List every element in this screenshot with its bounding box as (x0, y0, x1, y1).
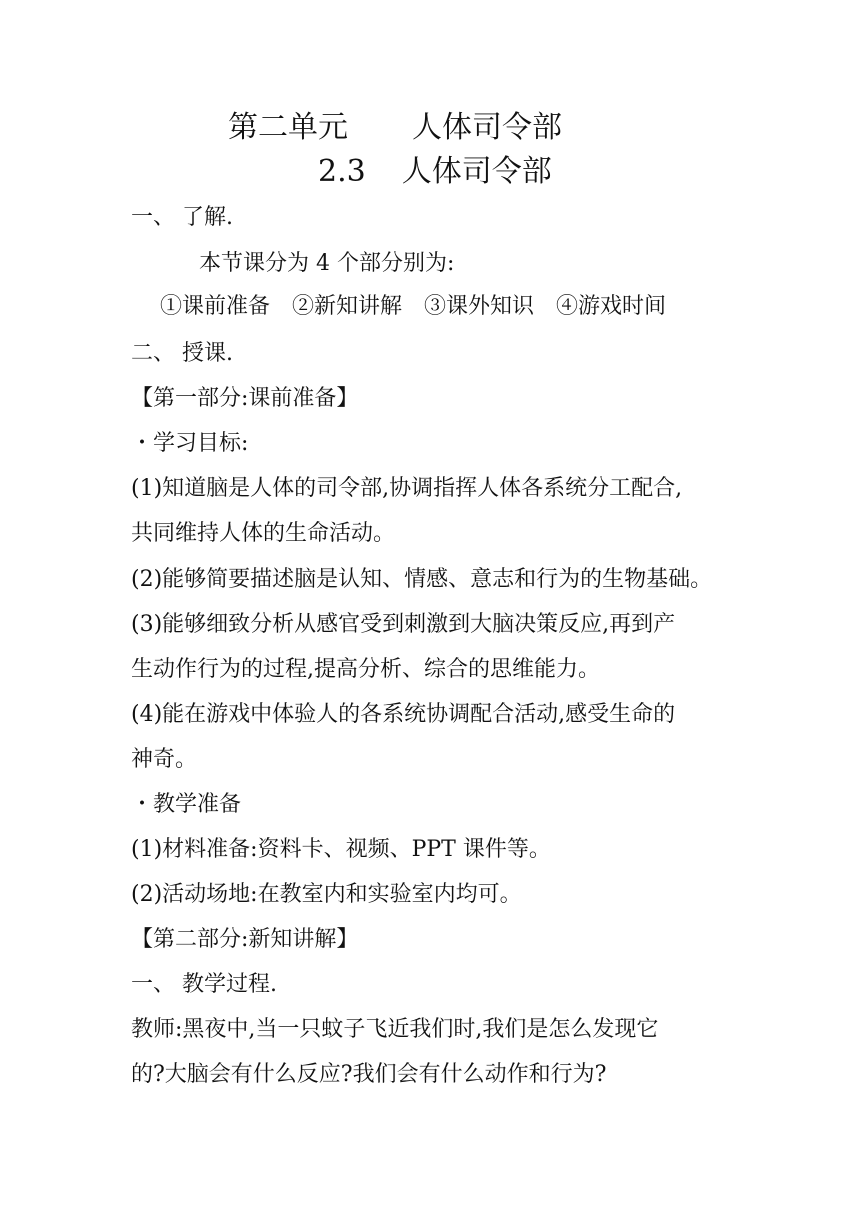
teacher-line-1: 教师:黑夜中,当一只蚊子飞近我们时,我们是怎么发现它 (131, 1017, 659, 1042)
part-1-header: 【第一部分:课前准备】 (131, 386, 359, 411)
part-item: ④游戏时间 (556, 294, 667, 319)
part-item: ②新知讲解 (292, 294, 403, 319)
goal-1-line-2: 共同维持人体的生命活动。 (131, 521, 396, 546)
section-1-intro: 本节课分为 4 个部分别为: (199, 251, 455, 276)
teacher-line-2: 的?大脑会有什么反应?我们会有什么动作和行为? (131, 1062, 607, 1087)
lesson-number: 2.3 (318, 154, 366, 189)
goal-3-line-2: 生动作行为的过程,提高分析、综合的思维能力。 (131, 657, 600, 682)
goals-title: ・学习目标: (131, 431, 249, 456)
prep-2: (2)活动场地:在教室内和实验室内均可。 (131, 882, 522, 907)
lesson-heading (318, 152, 552, 192)
goal-4-line-2: 神奇。 (131, 747, 198, 772)
goal-4-line-1: (4)能在游戏中体验人的各系统协调配合活动,感受生命的 (131, 702, 676, 727)
part-item: ③课外知识 (424, 294, 535, 319)
parts-list (160, 292, 666, 322)
prep-1: (1)材料准备:资料卡、视频、PPT 课件等。 (131, 837, 551, 862)
goal-2: (2)能够简要描述脑是认知、情感、意志和行为的生物基础。 (131, 567, 713, 592)
unit-label: 第二单元 (228, 110, 348, 145)
goal-1-line-1: (1)知道脑是人体的司令部,协调指挥人体各系统分工配合, (131, 476, 683, 501)
goal-3-line-1: (3)能够细致分析从感官受到刺激到大脑决策反应,再到产 (131, 612, 676, 637)
section-1-title: 一、 了解. (131, 205, 233, 230)
unit-heading (228, 108, 562, 148)
part-item: ①课前准备 (160, 294, 271, 319)
unit-title: 人体司令部 (412, 110, 562, 145)
prep-title: ・教学准备 (131, 792, 242, 817)
lesson-title: 人体司令部 (401, 154, 552, 189)
section-2-title: 二、 授课. (131, 341, 233, 366)
process-title: 一、 教学过程. (131, 972, 277, 997)
part-2-header: 【第二部分:新知讲解】 (131, 927, 359, 952)
